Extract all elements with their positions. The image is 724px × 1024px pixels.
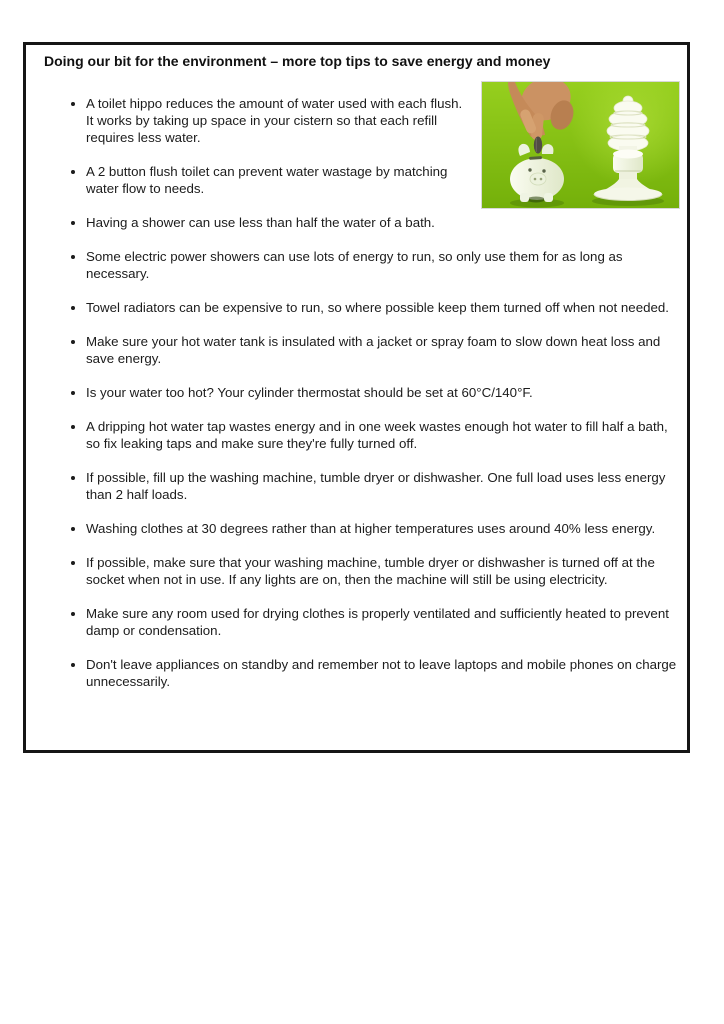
tip-item: • Towel radiators can be expensive to run, so where possible keep them turned off when not needed. bbox=[86, 299, 679, 316]
tip-item: • Don't leave appliances on standby and remember not to leave laptops and mobile phones on charge unnecessarily. bbox=[86, 656, 679, 690]
tip-item: • If possible, fill up the washing machine, tumble dryer or dishwasher. One full load uses less energy than 2 half loads. bbox=[86, 469, 679, 503]
tip-item: • If possible, make sure that your washing machine, tumble dryer or dishwasher is turned off at the socket when not in use. If any lights are on, then the machine will still be using electricity. bbox=[86, 554, 679, 588]
page-title: Doing our bit for the environment – more top tips to save energy and money bbox=[44, 53, 551, 69]
tip-item: • Is your water too hot? Your cylinder thermostat should be set at 60°C/140°F. bbox=[86, 384, 679, 401]
tip-item: • Having a shower can use less than half the water of a bath. bbox=[86, 214, 679, 231]
photo-illustration bbox=[482, 82, 679, 208]
tip-item: • Some electric power showers can use lots of energy to run, so only use them for as long as necessary. bbox=[86, 248, 679, 282]
tip-item: • A 2 button flush toilet can prevent water wastage by matching water flow to needs. bbox=[86, 163, 679, 197]
energy-savings-photo bbox=[482, 82, 679, 208]
tip-item: • Washing clothes at 30 degrees rather than at higher temperatures uses around 40% less energy. bbox=[86, 520, 679, 537]
tips-box bbox=[23, 42, 690, 753]
tip-item: • Make sure any room used for drying clothes is properly ventilated and sufficiently heated to prevent damp or condensation. bbox=[86, 605, 679, 639]
tip-item: • A dripping hot water tap wastes energy and in one week wastes enough hot water to fill half a bath, so fix leaking taps and make sure they're fully turned off. bbox=[86, 418, 679, 452]
tip-item: • A toilet hippo reduces the amount of water used with each flush. It works by taking up space in your cistern so that each refill requires less water. bbox=[86, 95, 679, 146]
tip-item: • Make sure your hot water tank is insulated with a jacket or spray foam to slow down heat loss and save energy. bbox=[86, 333, 679, 367]
